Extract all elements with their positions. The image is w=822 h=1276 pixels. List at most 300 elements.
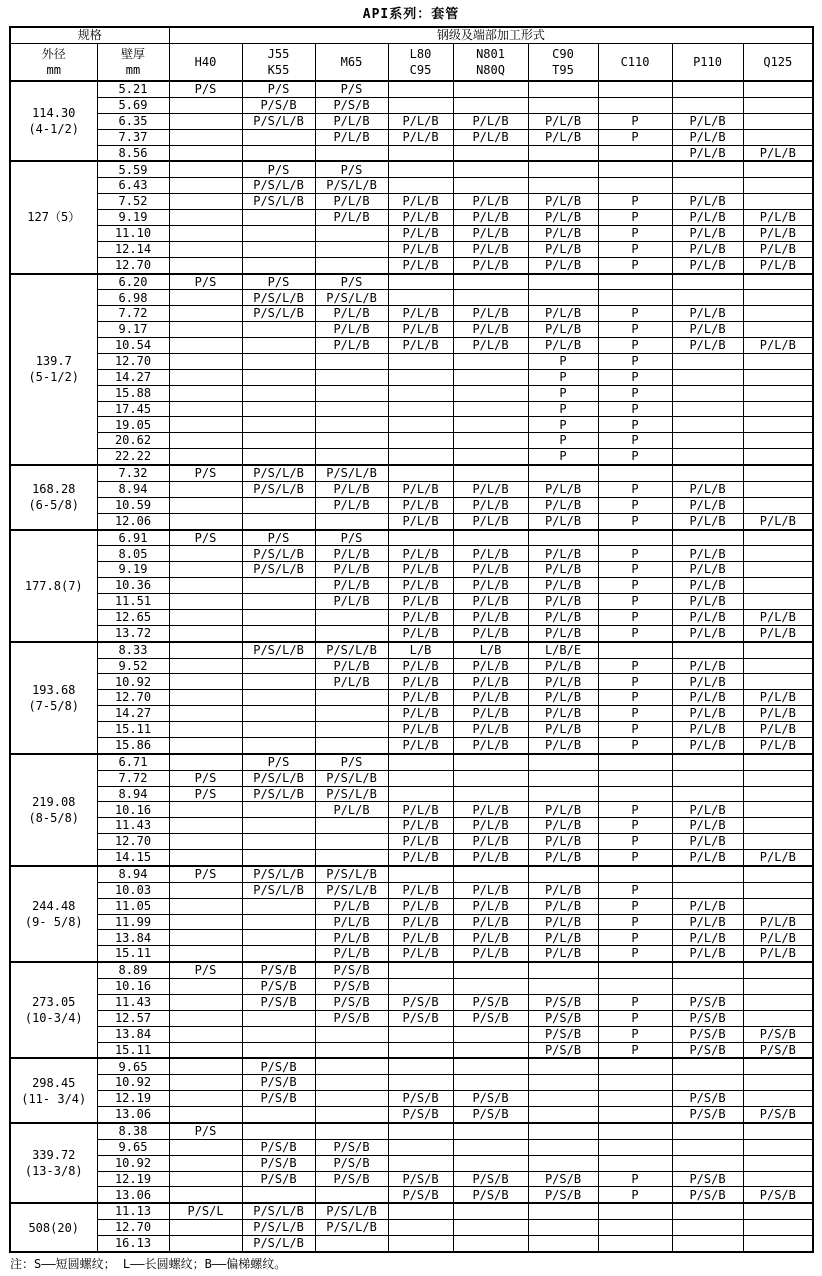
grade-cell: P/S/B — [242, 994, 315, 1010]
grade-cell — [743, 562, 813, 578]
grade-cell — [453, 1042, 528, 1058]
grade-cell: P/L/B — [388, 306, 453, 322]
wall-thickness-cell: 6.98 — [97, 290, 169, 306]
grade-cell — [388, 786, 453, 802]
grade-cell — [743, 1171, 813, 1187]
grade-cell: P/L/B — [388, 257, 453, 273]
spec-row — [10, 161, 813, 177]
grade-cell — [743, 658, 813, 674]
grade-column-header: C110 — [598, 44, 672, 82]
grade-cell: P/S — [242, 161, 315, 177]
spec-row — [10, 866, 813, 882]
spec-row — [10, 1187, 813, 1203]
grade-cell: P/S/L/B — [242, 290, 315, 306]
grade-cell — [743, 642, 813, 658]
spec-row — [10, 722, 813, 738]
spec-row — [10, 306, 813, 322]
grade-cell — [388, 290, 453, 306]
grade-cell: P/S/B — [453, 1171, 528, 1187]
spec-row — [10, 658, 813, 674]
grade-cell: P/L/B — [528, 850, 598, 866]
grade-cell: P/L/B — [672, 658, 743, 674]
grade-cell: P/S/L/B — [315, 786, 388, 802]
grade-cell: P/L/B — [388, 594, 453, 610]
grade-cell — [598, 1203, 672, 1219]
wall-thickness-cell: 12.70 — [97, 353, 169, 369]
wall-thickness-cell: 14.27 — [97, 706, 169, 722]
grade-cell: P/L/B — [672, 802, 743, 818]
grade-cell — [672, 465, 743, 481]
wall-thickness-cell: 9.65 — [97, 1058, 169, 1074]
wall-thickness-cell: 8.94 — [97, 866, 169, 882]
grade-cell — [169, 225, 242, 241]
spec-row — [10, 562, 813, 578]
grade-cell: P/S — [169, 962, 242, 978]
spec-row — [10, 786, 813, 802]
grade-cell — [598, 145, 672, 161]
grade-cell — [315, 1187, 388, 1203]
grade-cell: P/L/B — [528, 625, 598, 641]
grade-cell — [453, 274, 528, 290]
grade-cell: P/L/B — [453, 690, 528, 706]
spec-row — [10, 1139, 813, 1155]
grade-cell — [169, 578, 242, 594]
grade-column-header: L80 C95 — [388, 44, 453, 82]
grade-cell — [743, 770, 813, 786]
wall-thickness-cell: 6.91 — [97, 530, 169, 546]
grade-cell: P/L/B — [453, 898, 528, 914]
grade-cell — [743, 369, 813, 385]
grade-cell — [169, 1187, 242, 1203]
grade-cell — [598, 1139, 672, 1155]
grade-cell: P/S — [242, 274, 315, 290]
wall-thickness-cell: 15.11 — [97, 722, 169, 738]
grade-cell — [169, 401, 242, 417]
grade-cell — [388, 369, 453, 385]
grade-cell — [169, 1220, 242, 1236]
grade-cell — [169, 194, 242, 210]
grade-cell: L/B/E — [528, 642, 598, 658]
wall-thickness-cell: 15.11 — [97, 946, 169, 962]
grade-cell — [388, 433, 453, 449]
grade-cell — [242, 433, 315, 449]
grade-cell: P/L/B — [528, 481, 598, 497]
grade-cell — [672, 770, 743, 786]
grade-cell: P/S/B — [315, 1139, 388, 1155]
grade-cell — [743, 594, 813, 610]
grade-cell — [528, 1139, 598, 1155]
spec-row — [10, 449, 813, 465]
grade-cell — [743, 129, 813, 145]
grade-cell — [315, 1042, 388, 1058]
grade-cell: P/L/B — [528, 194, 598, 210]
grade-cell — [169, 690, 242, 706]
grade-cell: P/S/B — [315, 994, 388, 1010]
grade-cell: P/L/B — [315, 914, 388, 930]
grade-cell — [242, 1123, 315, 1139]
grade-cell: P/L/B — [743, 690, 813, 706]
grade-cell: P/S/B — [672, 994, 743, 1010]
grade-cell: P/L/B — [315, 578, 388, 594]
grade-cell — [453, 465, 528, 481]
grade-cell — [453, 449, 528, 465]
grade-cell: P/S/B — [672, 1026, 743, 1042]
spec-row — [10, 385, 813, 401]
grade-cell — [242, 497, 315, 513]
wall-thickness-cell: 15.86 — [97, 737, 169, 753]
wall-thickness-cell: 12.06 — [97, 513, 169, 529]
grade-cell — [598, 1091, 672, 1107]
grade-cell: P/L/B — [672, 914, 743, 930]
wall-thickness-cell: 12.19 — [97, 1091, 169, 1107]
wall-thickness-cell: 14.27 — [97, 369, 169, 385]
grade-cell: P/L/B — [453, 306, 528, 322]
grade-cell: P/L/B — [388, 898, 453, 914]
wall-thickness-cell: 9.19 — [97, 210, 169, 226]
grade-cell — [743, 465, 813, 481]
header-row-columns — [10, 44, 813, 82]
spec-row — [10, 113, 813, 129]
grade-cell: P — [598, 1042, 672, 1058]
grade-cell — [388, 145, 453, 161]
grade-cell — [598, 465, 672, 481]
grade-cell: P/L/B — [453, 546, 528, 562]
od-cell: 244.48 (9- 5/8) — [10, 866, 97, 962]
grade-cell: P/L/B — [743, 722, 813, 738]
grade-cell — [242, 210, 315, 226]
grade-cell — [315, 625, 388, 641]
grade-cell — [388, 274, 453, 290]
grade-cell — [598, 161, 672, 177]
grade-cell — [169, 562, 242, 578]
grade-cell — [242, 1107, 315, 1123]
grade-cell — [672, 353, 743, 369]
grade-cell — [672, 417, 743, 433]
grade-cell — [388, 1139, 453, 1155]
grade-cell: P/S/B — [315, 979, 388, 995]
grade-cell: P/L/B — [528, 562, 598, 578]
spec-row — [10, 834, 813, 850]
grade-cell: P/L/B — [528, 690, 598, 706]
grade-cell: P — [528, 417, 598, 433]
grade-cell — [743, 882, 813, 898]
grade-cell — [169, 658, 242, 674]
grade-cell: P/S/B — [528, 1010, 598, 1026]
grade-cell: P — [598, 257, 672, 273]
wall-thickness-cell: 9.17 — [97, 322, 169, 338]
wall-thickness-cell: 13.72 — [97, 625, 169, 641]
grade-cell: P/L/B — [453, 210, 528, 226]
grade-cell: P/S/L/B — [315, 866, 388, 882]
grade-cell — [528, 754, 598, 770]
grade-cell — [598, 866, 672, 882]
grade-cell: P/L/B — [672, 609, 743, 625]
grade-cell: P/S — [315, 81, 388, 97]
grade-cell — [169, 737, 242, 753]
grade-cell — [743, 834, 813, 850]
grade-cell: P/S/B — [388, 1010, 453, 1026]
grade-cell: P — [598, 194, 672, 210]
grade-cell: P — [528, 385, 598, 401]
grade-cell — [598, 979, 672, 995]
grade-cell: P/L/B — [388, 481, 453, 497]
grade-cell: P/L/B — [528, 113, 598, 129]
grade-cell — [672, 274, 743, 290]
grade-cell — [169, 178, 242, 194]
grade-cell: P/S — [169, 530, 242, 546]
grade-cell — [743, 994, 813, 1010]
grade-cell: P/S/B — [453, 1091, 528, 1107]
grade-cell: P/L/B — [453, 722, 528, 738]
grade-cell: P/S/B — [672, 1187, 743, 1203]
grade-cell — [169, 161, 242, 177]
wall-thickness-cell: 6.20 — [97, 274, 169, 290]
grade-cell — [242, 898, 315, 914]
grade-cell: P/L/B — [315, 562, 388, 578]
grade-cell — [169, 546, 242, 562]
grade-column-header: P110 — [672, 44, 743, 82]
grade-cell: P/S — [169, 1123, 242, 1139]
grade-cell — [453, 385, 528, 401]
grade-cell — [169, 513, 242, 529]
grade-cell: P/L/B — [453, 930, 528, 946]
grade-cell: P/L/B — [453, 257, 528, 273]
grade-cell — [169, 946, 242, 962]
grade-cell: P — [598, 401, 672, 417]
grade-cell — [169, 594, 242, 610]
spec-row — [10, 290, 813, 306]
grade-cell: P/S/B — [388, 1107, 453, 1123]
grade-cell: P/S — [315, 274, 388, 290]
grade-cell: P — [598, 1171, 672, 1187]
grade-cell: P/L/B — [528, 609, 598, 625]
grade-cell — [169, 306, 242, 322]
grade-cell: P/L/B — [528, 497, 598, 513]
grade-cell — [315, 369, 388, 385]
spec-row — [10, 625, 813, 641]
grade-cell: P/L/B — [388, 674, 453, 690]
grade-cell: P/S/L/B — [315, 770, 388, 786]
grade-cell — [743, 818, 813, 834]
grade-cell: P/L/B — [315, 930, 388, 946]
spec-row — [10, 1123, 813, 1139]
grade-cell — [315, 257, 388, 273]
grade-cell — [169, 674, 242, 690]
spec-row — [10, 690, 813, 706]
grade-cell — [169, 898, 242, 914]
grade-cell — [169, 994, 242, 1010]
grade-cell: P/S — [242, 81, 315, 97]
wall-thickness-cell: 10.92 — [97, 1075, 169, 1091]
grade-cell — [743, 1010, 813, 1026]
grade-cell: P — [528, 353, 598, 369]
grade-cell: P/L/B — [453, 594, 528, 610]
grade-cell: P/S/L/B — [242, 1236, 315, 1252]
grade-cell — [169, 433, 242, 449]
spec-row — [10, 338, 813, 354]
grade-cell: P/L/B — [453, 706, 528, 722]
grade-cell: P/L/B — [453, 946, 528, 962]
grade-cell: P/L/B — [388, 322, 453, 338]
grade-group-header: 钢级及端部加工形式 — [169, 27, 813, 44]
grade-cell — [169, 1091, 242, 1107]
grade-cell: P/L/B — [388, 210, 453, 226]
wall-thickness-cell: 16.13 — [97, 1236, 169, 1252]
spec-row — [10, 1091, 813, 1107]
spec-row — [10, 770, 813, 786]
grade-cell — [453, 369, 528, 385]
grade-cell: P/S — [169, 465, 242, 481]
grade-cell — [242, 914, 315, 930]
grade-cell: P — [598, 1026, 672, 1042]
spec-row — [10, 737, 813, 753]
grade-cell — [315, 722, 388, 738]
grade-cell — [169, 481, 242, 497]
grade-cell: P/S/L — [169, 1203, 242, 1219]
grade-cell — [242, 850, 315, 866]
grade-cell — [672, 161, 743, 177]
grade-cell: P/L/B — [453, 562, 528, 578]
grade-cell — [242, 449, 315, 465]
grade-cell: P/L/B — [528, 946, 598, 962]
spec-row — [10, 369, 813, 385]
grade-cell: P/S — [242, 530, 315, 546]
grade-cell — [672, 433, 743, 449]
wall-thickness-cell: 10.92 — [97, 1155, 169, 1171]
grade-cell — [169, 914, 242, 930]
spec-row — [10, 754, 813, 770]
grade-cell: P/S/B — [388, 1091, 453, 1107]
wall-thickness-cell: 6.43 — [97, 178, 169, 194]
grade-cell: P — [598, 497, 672, 513]
grade-cell — [242, 722, 315, 738]
spec-row — [10, 1058, 813, 1074]
grade-cell: P/L/B — [388, 834, 453, 850]
grade-cell: P/S/B — [453, 1187, 528, 1203]
spec-row — [10, 882, 813, 898]
casing-spec-table — [9, 26, 814, 1253]
grade-cell: P — [598, 594, 672, 610]
grade-cell — [598, 1107, 672, 1123]
grade-cell: P — [598, 658, 672, 674]
spec-row — [10, 1236, 813, 1252]
grade-cell: P/L/B — [453, 241, 528, 257]
grade-cell — [743, 1091, 813, 1107]
grade-cell — [743, 578, 813, 594]
spec-row — [10, 546, 813, 562]
grade-cell: P — [598, 690, 672, 706]
grade-cell: P/L/B — [528, 674, 598, 690]
od-label: 外径 — [41, 47, 66, 61]
grade-cell — [528, 145, 598, 161]
grade-cell — [743, 481, 813, 497]
grade-cell — [672, 385, 743, 401]
grade-cell: P/L/B — [453, 322, 528, 338]
grade-cell: P — [598, 225, 672, 241]
grade-cell — [528, 1123, 598, 1139]
grade-column-header: H40 — [169, 44, 242, 82]
grade-cell — [672, 786, 743, 802]
grade-cell: P/S/B — [528, 1026, 598, 1042]
grade-cell: P/L/B — [453, 338, 528, 354]
grade-cell: P/S/L/B — [242, 465, 315, 481]
grade-cell — [743, 161, 813, 177]
grade-cell — [453, 178, 528, 194]
grade-cell: P/L/B — [672, 225, 743, 241]
grade-cell: P/L/B — [388, 625, 453, 641]
grade-cell — [453, 290, 528, 306]
grade-cell: P/S/B — [242, 962, 315, 978]
grade-cell: P — [598, 625, 672, 641]
grade-cell: P/L/B — [388, 578, 453, 594]
grade-cell — [315, 834, 388, 850]
grade-cell: P — [598, 850, 672, 866]
grade-cell: P/L/B — [388, 129, 453, 145]
grade-cell — [743, 81, 813, 97]
grade-cell — [453, 1155, 528, 1171]
grade-cell — [315, 737, 388, 753]
spec-row — [10, 578, 813, 594]
grade-cell — [453, 770, 528, 786]
grade-cell: P/L/B — [388, 946, 453, 962]
od-cell: 177.8(7) — [10, 530, 97, 642]
page-title: API系列：套管 — [362, 7, 460, 22]
grade-cell: P/S/B — [315, 962, 388, 978]
grade-cell: P/S/L/B — [242, 306, 315, 322]
grade-cell — [242, 737, 315, 753]
grade-cell: P/L/B — [388, 930, 453, 946]
grade-cell: P/L/B — [315, 306, 388, 322]
grade-cell — [169, 338, 242, 354]
grade-cell: P — [598, 722, 672, 738]
grade-cell — [242, 1010, 315, 1026]
grade-cell — [672, 97, 743, 113]
grade-cell: P/L/B — [453, 914, 528, 930]
wall-thickness-cell: 7.52 — [97, 194, 169, 210]
grade-cell — [672, 866, 743, 882]
grade-cell — [315, 850, 388, 866]
grade-column-header: N801 N80Q — [453, 44, 528, 82]
grade-cell — [242, 674, 315, 690]
grade-cell: P/L/B — [672, 513, 743, 529]
grade-cell — [453, 1075, 528, 1091]
spec-group-header: 规格 — [10, 27, 169, 44]
grade-cell: P/S/B — [528, 994, 598, 1010]
grade-cell — [743, 962, 813, 978]
spec-row — [10, 513, 813, 529]
grade-cell — [743, 802, 813, 818]
spec-row — [10, 225, 813, 241]
grade-cell: P/L/B — [528, 338, 598, 354]
grade-cell — [453, 1026, 528, 1042]
grade-cell — [169, 754, 242, 770]
grade-cell — [315, 706, 388, 722]
grade-cell: P — [598, 546, 672, 562]
spec-row — [10, 674, 813, 690]
spec-row — [10, 706, 813, 722]
spec-row — [10, 81, 813, 97]
grade-cell: P/L/B — [672, 594, 743, 610]
grade-cell: P/S/B — [315, 1171, 388, 1187]
grade-cell: P/L/B — [672, 129, 743, 145]
wall-thickness-cell: 9.65 — [97, 1139, 169, 1155]
grade-column-header: M65 — [315, 44, 388, 82]
grade-cell: P/S/L/B — [242, 194, 315, 210]
grade-cell: P — [598, 914, 672, 930]
grade-cell: P/S/B — [388, 1187, 453, 1203]
grade-cell — [598, 1236, 672, 1252]
grade-cell — [169, 497, 242, 513]
